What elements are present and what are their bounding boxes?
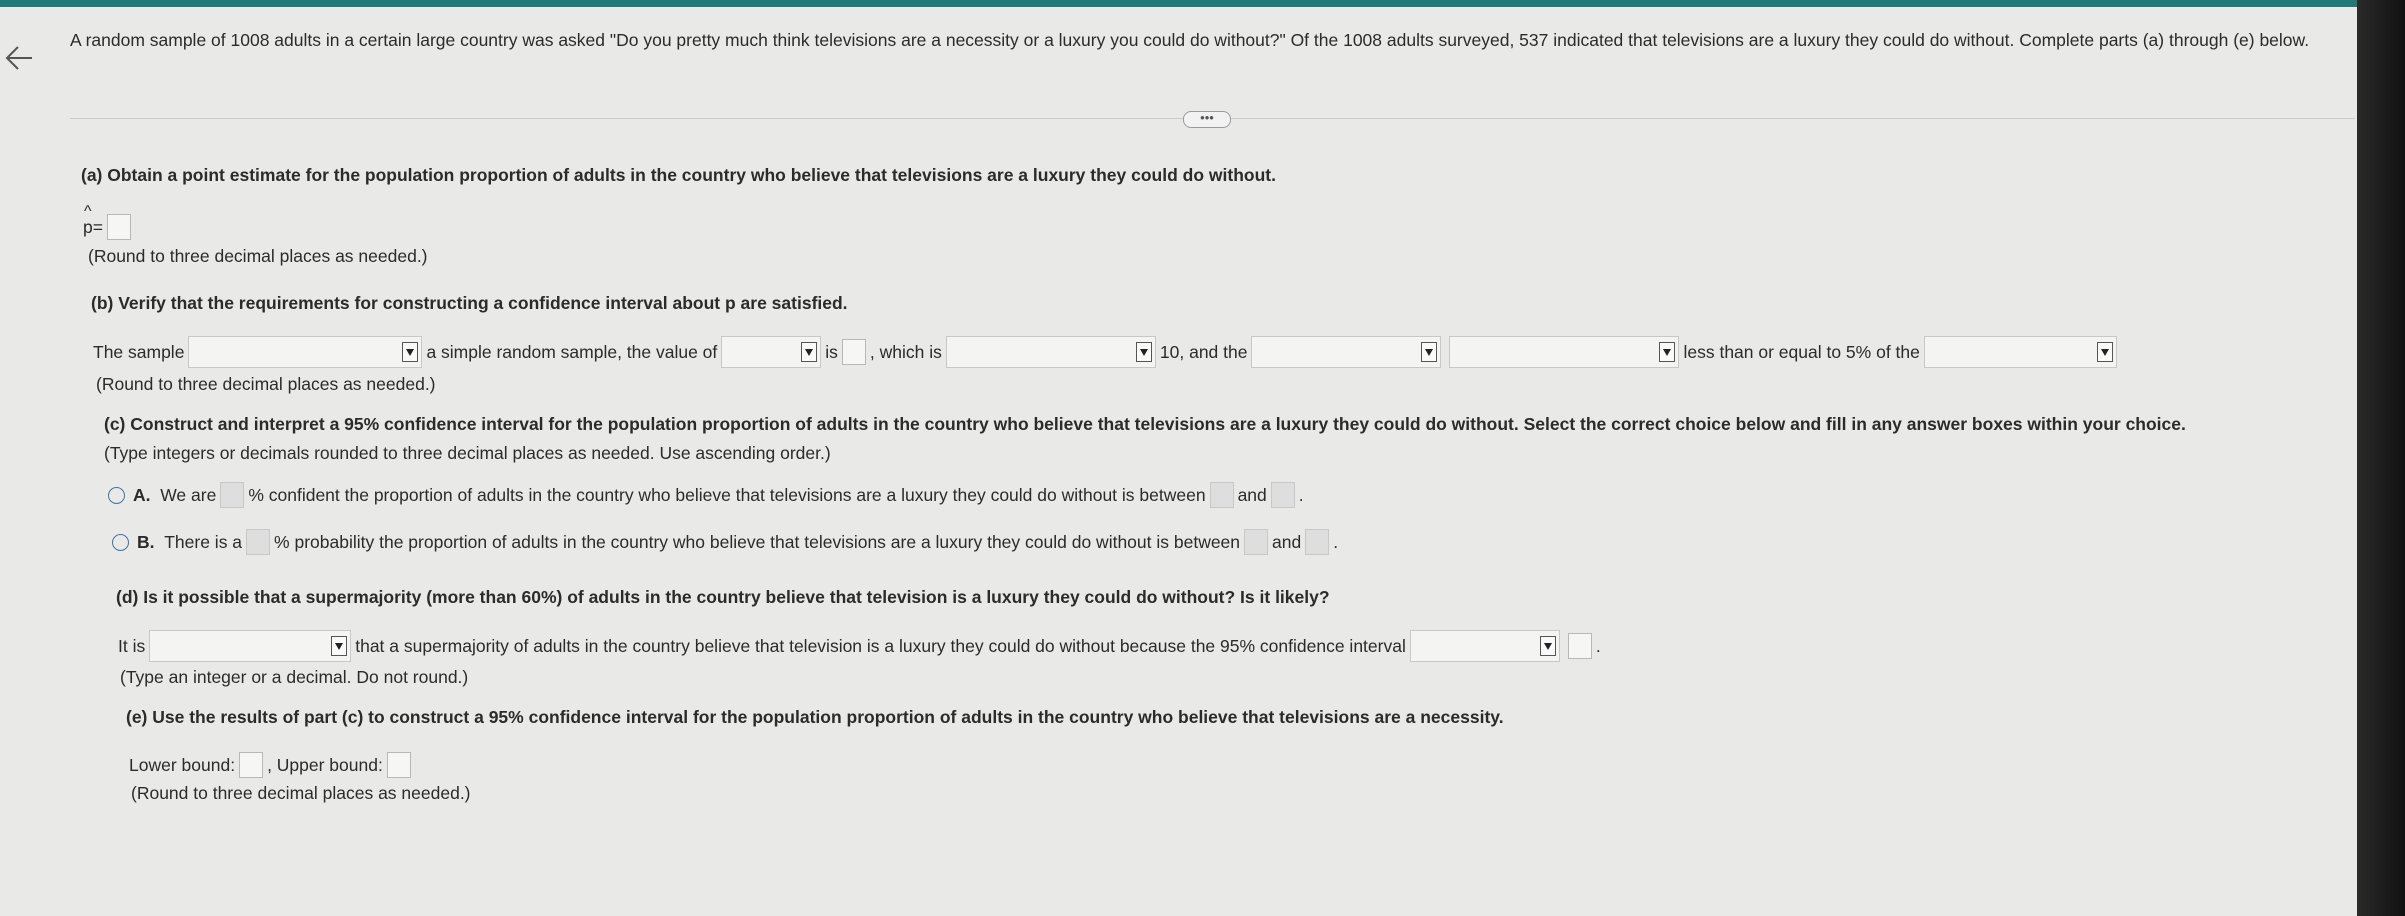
choice-b-radio[interactable] <box>112 534 129 551</box>
part-e-row <box>129 752 415 778</box>
chevron-down-icon <box>2097 342 2113 362</box>
upper-bound-label: , Upper bound: <box>267 754 383 775</box>
chevron-down-icon <box>402 342 418 362</box>
part-d-row <box>118 630 1601 662</box>
part-c-prompt: (c) Construct and interpret a 95% confidence interval for the population proportion of adults in the country who believe that televisions are a luxury they could do without. Select the correct choice below and fill in any answer boxes within your choice. <box>104 414 2186 434</box>
question-intro: A random sample of 1008 adults in a certain large country was asked "Do you pretty much think televisions are a necessity or a luxury you could do without?" Of the 1008 adults surveyed, 537 indicated that televisions are a luxury they could do without. Complete parts (a) through (e) below. <box>70 30 2310 50</box>
part-b-text-5: 10, and the <box>1159 341 1248 362</box>
part-b-text-2: a simple random sample, the value of <box>426 341 718 362</box>
choice-b-text-2: % probability the proportion of adults in the country who believe that televisions are a luxury they could do without is between <box>274 531 1241 552</box>
comparison-dropdown[interactable] <box>946 336 1156 368</box>
part-e-prompt: (e) Use the results of part (c) to construct a 95% confidence interval for the population proportion of adults in the country who believe that televisions are a necessity. <box>126 707 1504 727</box>
lower-bound-input[interactable] <box>239 752 263 778</box>
part-d-prompt: (d) Is it possible that a supermajority (more than 60%) of adults in the country believe that television is a luxury they could do without? Is it likely? <box>116 587 1330 607</box>
p-hat-input[interactable] <box>107 214 131 240</box>
part-b-text-3: is <box>825 341 838 362</box>
choice-b-period: . <box>1333 531 1339 552</box>
choice-a-text-2: % confident the proportion of adults in the country who believe that televisions are a luxury they could do without is between <box>248 484 1206 505</box>
upper-bound-input[interactable] <box>387 752 411 778</box>
part-b-text-4: , which is <box>869 341 942 362</box>
possibility-dropdown[interactable] <box>149 630 351 662</box>
part-b-prompt: (b) Verify that the requirements for constructing a confidence interval about p are satisfied. <box>91 293 848 313</box>
sample-is-dropdown[interactable] <box>188 336 422 368</box>
part-d-note: (Type an integer or a decimal. Do not round.) <box>120 667 469 687</box>
choice-a-letter: A. <box>133 484 151 505</box>
choice-a-radio[interactable] <box>108 487 125 504</box>
interval-dropdown[interactable] <box>1410 630 1560 662</box>
choice-a-lower-input[interactable] <box>1210 482 1234 508</box>
choice-a[interactable] <box>108 482 1304 508</box>
sample-size-dropdown[interactable] <box>1251 336 1441 368</box>
chevron-down-icon <box>1659 342 1675 362</box>
choice-b-probability-input[interactable] <box>246 529 270 555</box>
choice-a-period: . <box>1298 484 1304 505</box>
part-c-note: (Type integers or decimals rounded to three decimal places as needed. Use ascending order.) <box>104 443 831 463</box>
is-dropdown[interactable] <box>1449 336 1679 368</box>
back-arrow-icon[interactable] <box>2 38 42 78</box>
part-e-note: (Round to three decimal places as needed.) <box>131 783 471 803</box>
part-d-input[interactable] <box>1568 633 1592 659</box>
choice-a-upper-input[interactable] <box>1271 482 1295 508</box>
part-a-note: (Round to three decimal places as needed.) <box>88 246 428 266</box>
top-accent-bar <box>0 0 2405 7</box>
part-d-text-2: that a supermajority of adults in the country believe that television is a luxury they could do without because the 95% confidence interval <box>355 635 1406 656</box>
p-hat-symbol: ^ p <box>83 202 93 237</box>
choice-a-text-1: We are <box>160 484 217 505</box>
value-input[interactable] <box>842 339 866 365</box>
choice-b-letter: B. <box>137 531 155 552</box>
chevron-down-icon <box>331 636 347 656</box>
part-b-row <box>93 336 2121 368</box>
part-d-period: . <box>1595 635 1601 656</box>
equals-sign: = <box>92 216 103 237</box>
chevron-down-icon <box>801 342 817 362</box>
choice-b-upper-input[interactable] <box>1305 529 1329 555</box>
choice-b-text-1: There is a <box>164 531 243 552</box>
choice-b-lower-input[interactable] <box>1244 529 1268 555</box>
part-b-note: (Round to three decimal places as needed.) <box>96 374 436 394</box>
choice-a-confidence-input[interactable] <box>220 482 244 508</box>
lower-bound-label: Lower bound: <box>129 754 236 775</box>
part-b-text-6: less than or equal to 5% of the <box>1683 341 1920 362</box>
screen-edge <box>2357 0 2405 916</box>
part-a-prompt: (a) Obtain a point estimate for the population proportion of adults in the country who believe that televisions are a luxury they could do without. <box>81 165 1276 185</box>
population-dropdown[interactable] <box>1924 336 2117 368</box>
part-b-text-1: The sample <box>93 341 185 362</box>
part-a-answer-row <box>83 202 135 240</box>
part-d-text-1: It is <box>118 635 146 656</box>
chevron-down-icon <box>1540 636 1556 656</box>
more-button[interactable]: ••• <box>1183 111 1231 128</box>
choice-a-and: and <box>1237 484 1267 505</box>
chevron-down-icon <box>1421 342 1437 362</box>
choice-b-and: and <box>1272 531 1302 552</box>
choice-b[interactable] <box>112 529 1338 555</box>
chevron-down-icon <box>1136 342 1152 362</box>
value-of-dropdown[interactable] <box>721 336 821 368</box>
